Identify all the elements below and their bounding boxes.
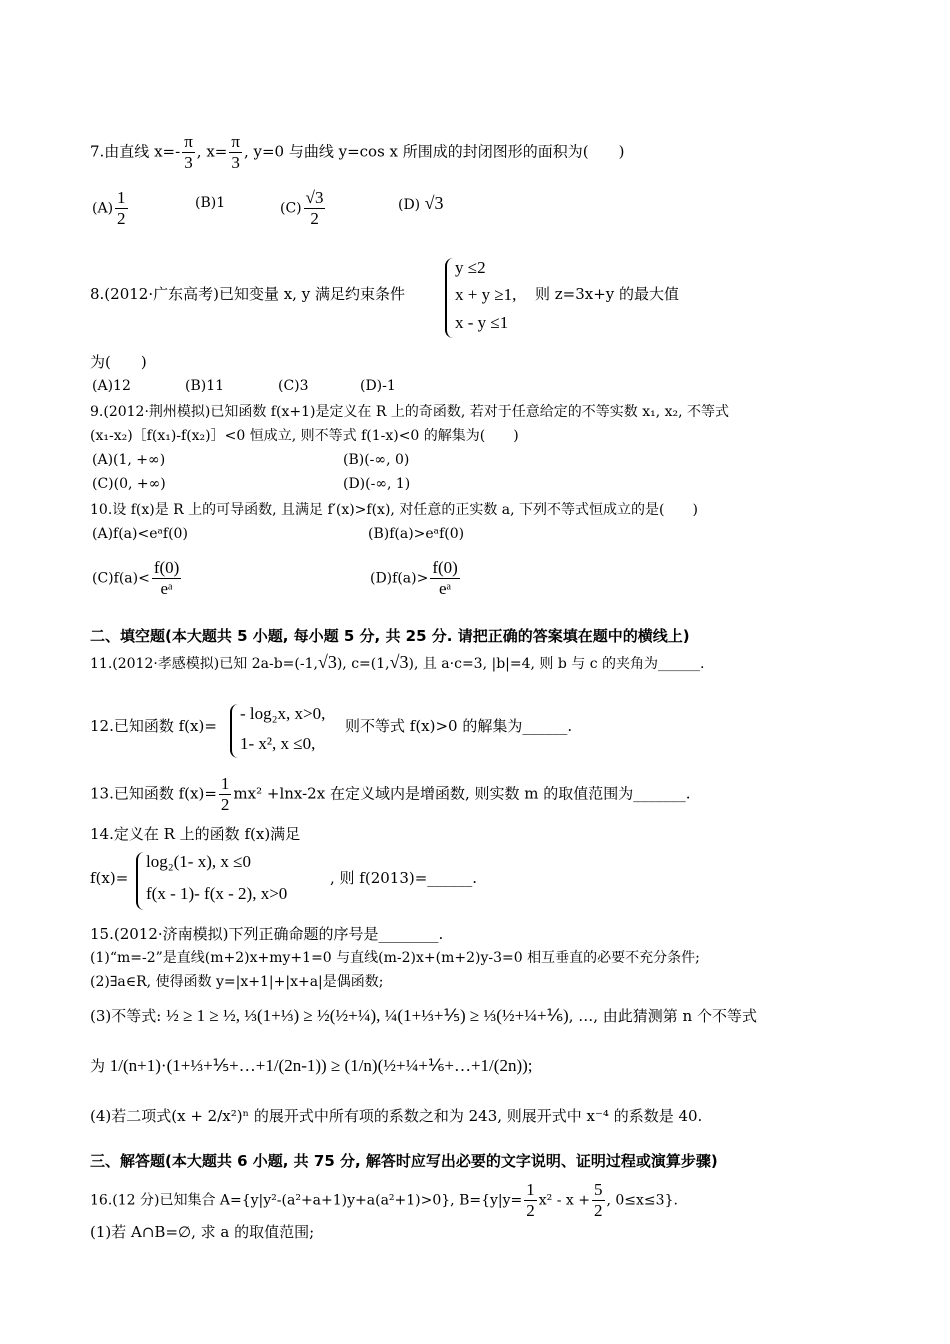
section-2-heading: 二、填空题(本大题共 5 小题, 每小题 5 分, 共 25 分. 请把正确的答案填在题中的横线上) <box>90 627 690 645</box>
q9-stem-line1: 9.(2012·荆州模拟)已知函数 f(x+1)是定义在 R 上的奇函数, 若对于任意给定的不等实数 x₁, x₂, 不等式 <box>90 404 730 420</box>
q8-option-d: (D)-1 <box>360 378 396 394</box>
q8-constraint-3: x - y ≤1 <box>455 313 509 332</box>
q11-stem: 11.(2012·孝感模拟)已知 2a-b=(-1,√3), c=(1,√3), 且 a·c=3, |b|=4, 则 b 与 c 的夹角为______. <box>90 652 705 672</box>
q9-option-d: (D)(-∞, 1) <box>343 476 411 492</box>
q8-constraint-1: y ≤2 <box>455 258 486 277</box>
q7-option-d: (D) √3 <box>398 193 444 213</box>
q15-statement-2: (2)∃a∈R, 使得函数 y=|x+1|+|x+a|是偶函数; <box>90 974 384 990</box>
q12-stem-suffix: 则不等式 f(x)>0 的解集为______. <box>345 717 573 735</box>
q8-constraint-2: x + y ≥1, <box>455 285 517 304</box>
q13-stem: 13.已知函数 f(x)= $\frac{1}{2}$ mx² +lnx-2x 在定义域内是增函数, 则实数 m 的取值范围为_______. <box>90 774 691 814</box>
q8-stem-line2: 为( ) <box>90 353 147 371</box>
q10-option-b: (B)f(a)>eᵃf(0) <box>368 526 465 542</box>
q8-stem-suffix: 则 z=3x+y 的最大值 <box>535 285 680 303</box>
q9-option-a: (A)(1, +∞) <box>92 452 166 468</box>
q10-option-d: (D)f(a)> $\frac{f(0)}{\text{eᵃ}}$ <box>370 558 458 598</box>
q14-stem-line1: 14.定义在 R 上的函数 f(x)满足 <box>90 825 301 843</box>
q15-stem: 15.(2012·济南模拟)下列正确命题的序号是________. <box>90 925 444 943</box>
q8-option-a: (A)12 <box>92 378 131 394</box>
q10-stem: 10.设 f(x)是 R 上的可导函数, 且满足 f′(x)>f(x), 对任意的正实数 a, 下列不等式恒成立的是( ) <box>90 502 698 518</box>
q16-stem: 16.(12 分)已知集合 A={y|y²-(a²+a+1)y+a(a²+1)>0}, B={y|y= $\frac{1}{2}$ x² - x + $\frac{5}{2}$ , 0≤x≤3}. <box>90 1180 678 1220</box>
q12-stem-prefix: 12.已知函数 f(x)= <box>90 717 217 735</box>
q15-statement-3: (3)不等式: ½ ≥ 1 ≥ ½, ⅓(1+⅓) ≥ ½(½+¼), ¼(1+⅓+⅕) ≥ ⅓(½+¼+⅙), …, 由此猜测第 n 个不等式 <box>90 1006 757 1025</box>
section-3-heading: 三、解答题(本大题共 6 小题, 共 75 分, 解答时应写出必要的文字说明、证明过程或演算步骤) <box>90 1152 718 1170</box>
q16-subquestion-1: (1)若 A∩B=∅, 求 a 的取值范围; <box>90 1223 315 1241</box>
q14-stem-suffix: , 则 f(2013)=______. <box>330 869 478 887</box>
q8-stem: 8.(2012·广东高考)已知变量 x, y 满足约束条件 <box>90 285 405 303</box>
q10-option-c: (C)f(a)< $\frac{f(0)}{\text{eᵃ}}$ <box>92 558 180 598</box>
q15-statement-3-conjecture: 为 1/(n+1)·(1+⅓+⅕+…+1/(2n-1)) ≥ (1/n)(½+¼+⅙+…+1/(2n)); <box>90 1056 533 1075</box>
q7-option-b: (B)1 <box>195 195 226 211</box>
q12-piecewise-brace <box>230 704 240 758</box>
q8-option-c: (C)3 <box>278 378 309 394</box>
q12-case-1: - log₂x, x>0, <box>240 704 326 723</box>
q7-stem: 7.由直线 x=- $\frac{\pi}{3}$ , x= $\frac{\pi}{3}$ , y=0 与曲线 y=cos x 所围成的封闭图形的面积为( ) <box>90 132 625 172</box>
q12-case-2: 1- x², x ≤0, <box>240 734 316 753</box>
q9-option-b: (B)(-∞, 0) <box>343 452 410 468</box>
q9-stem-line2: (x₁-x₂)［f(x₁)-f(x₂)］<0 恒成立, 则不等式 f(1-x)<0 的解集为( ) <box>90 428 519 444</box>
q8-constraint-brace <box>445 258 455 338</box>
q14-case-1: log₂(1- x), x ≤0 <box>146 852 251 871</box>
q15-statement-1: (1)“m=-2”是直线(m+2)x+my+1=0 与直线(m-2)x+(m+2)y-3=0 相互垂直的必要不充分条件; <box>90 950 700 966</box>
q9-option-c: (C)(0, +∞) <box>92 476 166 492</box>
q14-piecewise-brace <box>136 852 146 910</box>
q7-option-c: (C) $\frac{√3}{2}$ <box>280 188 324 228</box>
q14-stem-prefix: f(x)= <box>90 869 129 887</box>
q15-statement-4: (4)若二项式(x + 2/x²)ⁿ 的展开式中所有项的系数之和为 243, 则展开式中 x⁻⁴ 的系数是 40. <box>90 1107 703 1125</box>
q7-option-a: (A) $\frac{1}{2}$ <box>92 188 126 228</box>
q10-option-a: (A)f(a)<eᵃf(0) <box>92 526 188 542</box>
q14-case-2: f(x - 1)- f(x - 2), x>0 <box>146 884 288 903</box>
q8-option-b: (B)11 <box>185 378 225 394</box>
